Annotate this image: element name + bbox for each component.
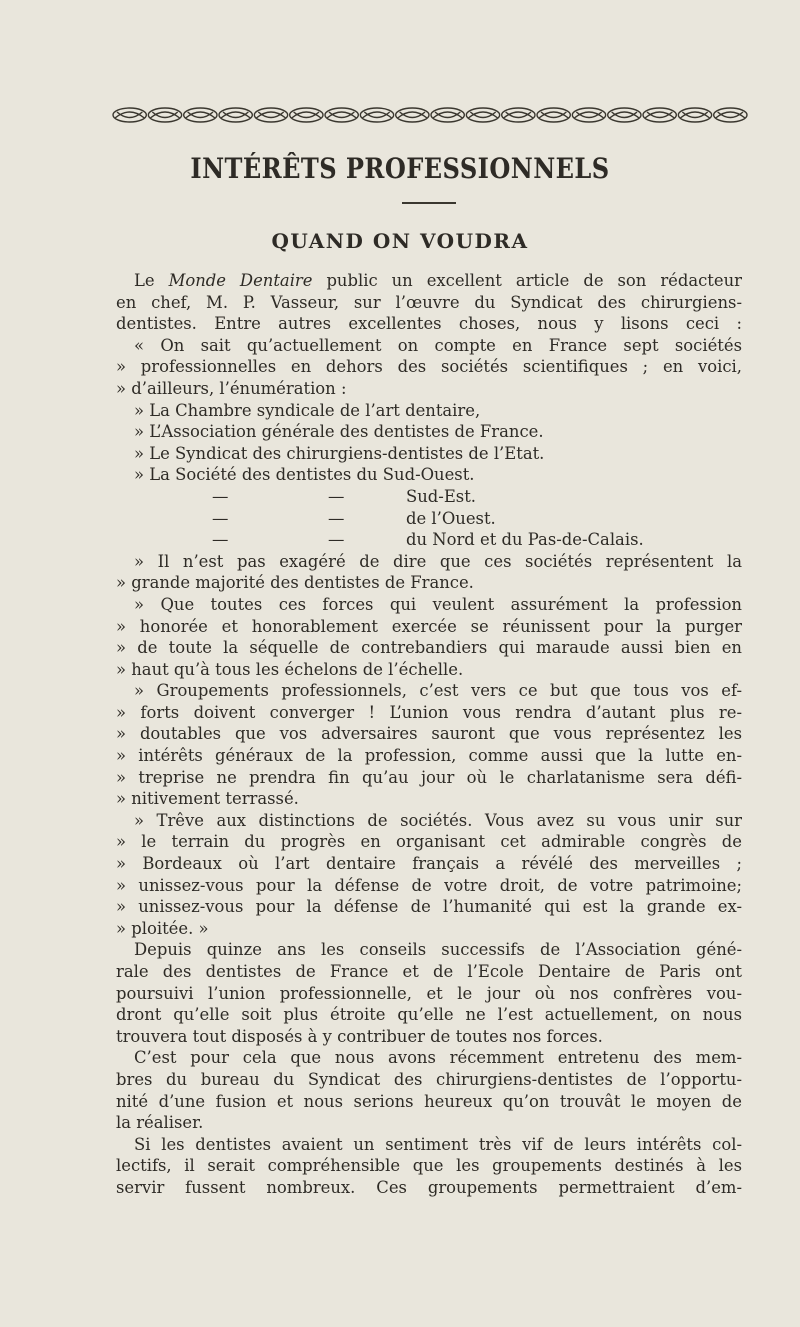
list-item: » La Société des dentistes du Sud-Ouest. [134,465,475,485]
quote-line: » d’ailleurs, l’énumération : [116,378,347,398]
quote-line: » Groupements professionnels, c’est vers ce but que tous vos ef- [134,681,742,701]
paragraph-line: lectifs, il serait compréhensible que les groupements destinés à les [116,1156,742,1176]
quote-line: » unissez-vous pour la défense de l’humanité qui est la grande ex- [116,897,742,917]
paragraph-line: poursuivi l’union professionnelle, et le jour où nos confrères vou- [116,983,742,1003]
list-item: » L’Association générale des dentistes de France. [134,422,544,442]
quote-line: » forts doivent converger ! L’union vous rendra d’autant plus re- [116,702,742,722]
quote-line: » nitivement terrassé. [116,789,299,809]
article-title: QUAND ON VOUDRA [271,229,529,253]
article-body [116,270,742,1199]
paragraph-line: C’est pour cela que nous avons récemment entretenu des mem- [134,1048,742,1068]
list-continuation: de l’Ouest. [406,508,496,528]
publication-name: Monde Dentaire [168,271,313,290]
text-line: en chef, M. P. Vasseur, sur l’œuvre du Syndicat des chirurgiens- [116,292,742,312]
quote-line: » ploitée. » [116,918,209,938]
page-title: INTÉRÊTS PROFESSIONNELS [190,152,610,185]
quote-line: » honorée et honorablement exercée se réunissent pour la purger [116,616,742,636]
ditto-mark: — [212,530,229,550]
list-item: » La Chambre syndicale de l’art dentaire, [134,400,481,420]
ditto-mark: — [328,508,345,528]
title-divider [402,202,456,204]
quote-line: » le terrain du progrès en organisant cet admirable congrès de [116,832,742,852]
quote-line: « On sait qu’actuellement on compte en France sept sociétés [134,335,742,355]
quote-line: » unissez-vous pour la défense de votre droit, de votre patrimoine; [116,875,742,895]
ditto-mark: — [328,530,345,550]
paragraph-line: servir fussent nombreux. Ces groupements permettraient d’em- [116,1177,742,1197]
quote-line: » haut qu’à tous les échelons de l’échelle. [116,659,464,679]
ditto-mark: — [212,486,229,506]
quote-line: » doutables que vos adversaires sauront que vous représentez les [116,724,742,744]
list-continuation: Sud-Est. [406,486,476,506]
quote-line: » Trêve aux distinctions de sociétés. Vous avez su vous unir sur [134,810,742,830]
text-span: public un excellent article de son rédacteur [312,271,742,290]
decorative-border-ornament [112,104,748,126]
quote-line: » de toute la séquelle de contrebandiers qui maraude aussi bien en [116,638,742,658]
quote-line: » intérêts généraux de la profession, comme aussi que la lutte en- [116,746,742,766]
paragraph-line: trouvera tout disposés à y contribuer de toutes nos forces. [116,1026,603,1046]
list-item [116,529,742,551]
quote-line: » Que toutes ces forces qui veulent assurément la profession [134,594,742,614]
quote-line: » treprise ne prendra fin qu’au jour où le charlatanisme sera défi- [116,767,742,787]
paragraph-line: nité d’une fusion et nous serions heureux qu’on trouvât le moyen de [116,1091,742,1111]
list-continuation: du Nord et du Pas-de-Calais. [406,530,644,550]
paragraph-line: rale des dentistes de France et de l’Ecole Dentaire de Paris ont [116,962,742,981]
text-span: Le [134,271,169,290]
list-item [116,486,742,508]
quote-line: » Bordeaux où l’art dentaire français a révélé des merveilles ; [116,854,742,874]
text-line [116,270,742,292]
paragraph-line: Depuis quinze ans les conseils successifs de l’Association géné- [134,940,742,960]
quote-line: » grande majorité des dentistes de France. [116,573,474,593]
list-item: » Le Syndicat des chirurgiens-dentistes de l’Etat. [134,443,545,463]
list-item [116,508,742,530]
ditto-mark: — [328,486,345,506]
text-line: dentistes. Entre autres excellentes choses, nous y lisons ceci : [116,314,742,334]
paragraph-line: dront qu’elle soit plus étroite qu’elle ne l’est actuellement, on nous [116,1005,742,1025]
paragraph-line: la réaliser. [116,1113,204,1133]
quote-line: » professionnelles en dehors des sociétés scientifiques ; en voici, [116,357,742,377]
quote-line: » Il n’est pas exagéré de dire que ces sociétés représentent la [134,551,742,571]
paragraph-line: bres du bureau du Syndicat des chirurgiens-dentistes de l’opportu- [116,1069,742,1089]
paragraph-line: Si les dentistes avaient un sentiment très vif de leurs intérêts col- [134,1134,742,1154]
ditto-mark: — [212,508,229,528]
